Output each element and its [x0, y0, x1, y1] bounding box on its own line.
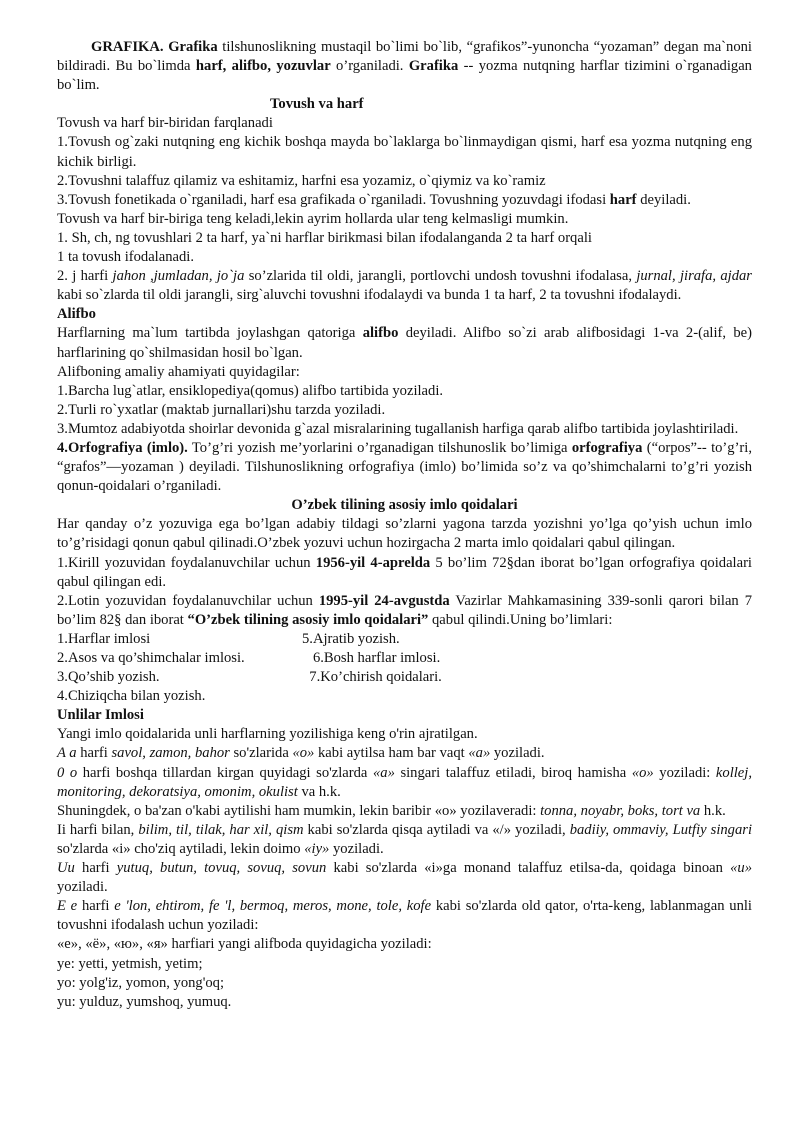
text: deyiladi. Alifbo so`zi arab alifbosidagi 1-va 2-(alif, be) harflarining qo`shilmasidan hosil bo`lgan.: [57, 325, 752, 361]
text: yoziladi:: [653, 764, 716, 781]
intro-text: o’rganiladi.: [330, 58, 409, 75]
text: To’g’ri yozish me’yorlarini o’rganadigan tilshunoslik bo’limiga: [187, 439, 572, 456]
text: yoziladi.: [329, 840, 384, 857]
intro-bold-terms: harf, alifbo, yozuvlar: [195, 58, 331, 75]
text: harfi: [76, 745, 112, 762]
list-row: [57, 687, 752, 706]
paragraph: 2.Tovushni talaffuz qilamiz va eshitamiz, harfni esa yozamiz, o`qiymiz va ko`ramiz: [57, 172, 546, 189]
paragraph: Yangi imlo qoidalarida unli harflarning yozilishiga keng o'rin ajratilgan.: [57, 726, 478, 743]
text: so'zlarda «i» cho'ziq aytiladi, lekin doimo: [57, 840, 305, 857]
italic-text: «a»: [468, 745, 491, 762]
paragraph: 1 ta tovush ifodalanadi.: [57, 249, 194, 266]
bold-text: harf: [609, 191, 637, 208]
italic-text: e 'lon, ehtirom, fe 'l, bermoq, meros, mone, tole, kofe: [114, 898, 432, 915]
section-title-text: Tovush va harf: [270, 96, 364, 113]
text: harfi boshqa tillardan kirgan quyidagi so'zlarda: [77, 764, 373, 781]
paragraph: [57, 821, 752, 859]
italic-text: «iy»: [304, 840, 330, 857]
list-row: [57, 668, 752, 687]
text: kabi so`zlarda til oldi jarangli, sirg`aluvchi tovushni ifodalaydi va bunda 1 ta harf, 2 ta tovushni ifodalaydi.: [57, 287, 682, 304]
section-title-imlo: O’zbek tilining asosiy imlo qoidalari: [291, 497, 518, 514]
italic-text: tonna, noyabr, boks, tort va: [540, 802, 701, 819]
italic-text: A a: [57, 745, 77, 762]
text: 2. j harfi: [57, 268, 113, 285]
italic-text: savol, zamon, bahor: [111, 745, 230, 762]
italic-text: «o»: [631, 764, 654, 781]
text: Ii harfi bilan,: [57, 821, 139, 838]
intro-text: tilshunoslikning mustaqil bo`limi bo`lib, “grafikos”-yunoncha “yozaman” degan ma`noni bildiradi. Bu bo`limda: [57, 39, 752, 75]
text: Harflarning ma`lum tartibda joylashgan qatoriga: [57, 325, 363, 342]
text: va h.k.: [297, 783, 341, 800]
paragraph: Har qanday o’z yozuviga ega bo’lgan adabiy tildagi so’zlarni yagona tarzda yozishni yo’lga qo’yish uchun imlo to’g’risidagi qonun qabul qilinadi.O’zbek yozuvi uchun hozirgacha 2 marta imlo qoidalari qabul qilingan.: [57, 516, 752, 552]
paragraph: Tovush va harf bir-biriga teng keladi,lekin ayrim hollarda ular teng kelmasligi mumkin.: [57, 210, 569, 227]
italic-text: jahon ,jumladan, jo`ja: [112, 268, 245, 285]
intro-text: -- yozma nutqning harflar tizimini o`rganadigan bo`lim.: [57, 58, 752, 94]
bold-text: alifbo: [362, 325, 399, 342]
paragraph: [57, 802, 752, 821]
text: 5 bo’lim 72§dan iborat bo’lgan orfografiya qoidalari qabul qilingan edi.: [57, 554, 752, 590]
paragraph: [57, 439, 752, 496]
italic-text: 0 o: [57, 764, 78, 781]
paragraph: 2.Turli ro`yxatlar (maktab jurnallari)shu tarzda yoziladi.: [57, 401, 386, 418]
italic-text: bilim, til, tilak, har xil, qism: [138, 821, 304, 838]
section-title-alifbo: Alifbo: [57, 306, 96, 323]
list-item: 5.Ajratib yozish.: [302, 630, 400, 647]
text: kabi aytilsa ham bar vaqt: [314, 745, 469, 762]
paragraph: yo: yolg'iz, yomon, yong'oq;: [57, 974, 225, 991]
text: harfi: [77, 898, 115, 915]
text: harfiari yangi alifboda quyidagicha yoziladi:: [167, 936, 432, 953]
list-item: 7.Ko’chirish qoidalari.: [302, 669, 442, 686]
paragraph: [57, 859, 752, 897]
intro-bold-grafika: Grafika: [408, 58, 459, 75]
paragraph: [57, 267, 752, 305]
paragraph: [57, 554, 752, 592]
bold-text: 1995-yil 24-avgustda: [318, 592, 450, 609]
text: (“orpos”-- to’g’ri, “grafos”—yozaman ) deyiladi. Tilshunoslikning orfografiya (imlo) bo’limida so’z va qo’shimchalarni to’g’ri yozish qonun-qoidalari o’rganiladi.: [57, 439, 752, 495]
italic-text: «a»: [372, 764, 395, 781]
text: Vazirlar Mahkamasining 339-sonli qarori bilan 7 bo’lim 82§ dan iborat: [57, 592, 752, 628]
text: Shuningdek, o ba'zan o'kabi aytilishi ham mumkin, lekin baribir «o» yozilaveradi:: [57, 802, 541, 819]
text: 1.Kirill yozuvidan foydalanuvchilar uchun: [57, 554, 316, 571]
list-row: [57, 649, 752, 668]
paragraph: [57, 897, 752, 935]
paragraph: ye: yetti, yetmish, yetim;: [57, 955, 203, 972]
paragraph: 1.Barcha lug`atlar, ensiklopediya(qomus) alifbo tartibida yoziladi.: [57, 382, 444, 399]
paragraph: [57, 191, 752, 210]
italic-text: «o»: [292, 745, 315, 762]
list-item: 1.Harflar imlosi: [57, 630, 151, 647]
text: harfi: [74, 860, 117, 877]
sections-list: [57, 630, 752, 706]
bold-text: “O’zbek tilining asosiy imlo qoidalari”: [187, 611, 429, 628]
section-title-tovush: [57, 95, 752, 114]
list-row: [57, 630, 752, 649]
italic-text: E e: [57, 898, 78, 915]
text: qabul qilindi.Uning bo’limlari:: [428, 611, 613, 628]
italic-text: yutuq, butun, tovuq, sovuq, sovun: [116, 860, 327, 877]
list-item: 6.Bosh harflar imlosi.: [302, 650, 441, 666]
italic-text: jurnal, jirafa, ajdar: [636, 268, 752, 285]
list-item: 2.Asos va qo’shimchalar imlosi.: [57, 650, 245, 666]
bold-text: 1956-yil 4-aprelda: [315, 554, 431, 571]
text: so’zlarida til oldi, jarangli, portlovchi undosh tovushni ifodalasa,: [244, 268, 637, 285]
paragraph: 1. Sh, ch, ng tovushlari 2 ta harf, ya`ni harflar birikmasi bilan ifodalanganda 2 ta harf orqali: [57, 229, 592, 246]
text: deyiladi.: [636, 191, 691, 208]
text: yoziladi.: [57, 879, 108, 896]
paragraph: [57, 935, 752, 954]
text: singari talaffuz etiladi, biroq hamisha: [394, 764, 632, 781]
bold-text: orfografiya: [571, 439, 643, 456]
list-item: 4.Chiziqcha bilan yozish.: [57, 688, 206, 705]
text: 2.Lotin yozuvidan foydalanuvchilar uchun: [57, 592, 319, 609]
intro-paragraph: [57, 38, 752, 95]
paragraph: Tovush va harf bir-biridan farqlanadi: [57, 115, 273, 132]
section-title-unlilar: Unlilar Imlosi: [57, 707, 144, 724]
text: «е», «ё», «ю», «я»: [57, 936, 168, 953]
italic-text: badiiy, ommaviy, Lutfiy singari: [569, 821, 753, 838]
text: 3.Tovush fonetikada o`rganiladi, harf esa grafikada o`rganiladi. Tovushning yozuvdagi ifodasi: [57, 191, 610, 208]
text: h.k.: [700, 802, 726, 819]
paragraph: [57, 744, 752, 763]
paragraph: yu: yulduz, yumshoq, yumuq.: [57, 993, 232, 1010]
italic-text: «u»: [730, 860, 752, 877]
text: kabi so'zlarda old qator, o'rta-keng, lablanmagan unli tovushni ifodalash uchun yoziladi:: [57, 898, 752, 934]
list-item: 3.Qo’shib yozish.: [57, 669, 160, 686]
paragraph: [57, 764, 752, 802]
paragraph: [57, 592, 752, 630]
text: yoziladi.: [490, 745, 545, 762]
text: kabi so'zlarda «i»ga monand talaffuz etilsa-da, qoidaga binoan: [326, 860, 731, 877]
intro-bold-title: GRAFIKA. Grafika: [91, 39, 218, 55]
bold-text: 4.Orfografiya (imlo).: [57, 439, 188, 456]
text: kabi so'zlarda qisqa aytiladi va «/» yoziladi,: [303, 821, 570, 838]
paragraph: Alifboning amaliy ahamiyati quyidagilar:: [57, 363, 300, 380]
paragraph: 1.Tovush og`zaki nutqning eng kichik boshqa mayda bo`laklarga bo`linmaydigan qismi, harf esa yozma nutqning eng kichik birligi.: [57, 134, 752, 170]
text: so'zlarida: [229, 745, 293, 762]
italic-text: kollej, monitoring, dekoratsiya, omonim, okulist: [57, 764, 752, 800]
italic-text: Uu: [57, 860, 75, 877]
paragraph: [57, 324, 752, 362]
paragraph: 3.Mumtoz adabiyotda shoirlar devonida g`azal misralarining tugallanish harfiga qarab alifbo tartibida joylashtiriladi.: [57, 420, 739, 437]
